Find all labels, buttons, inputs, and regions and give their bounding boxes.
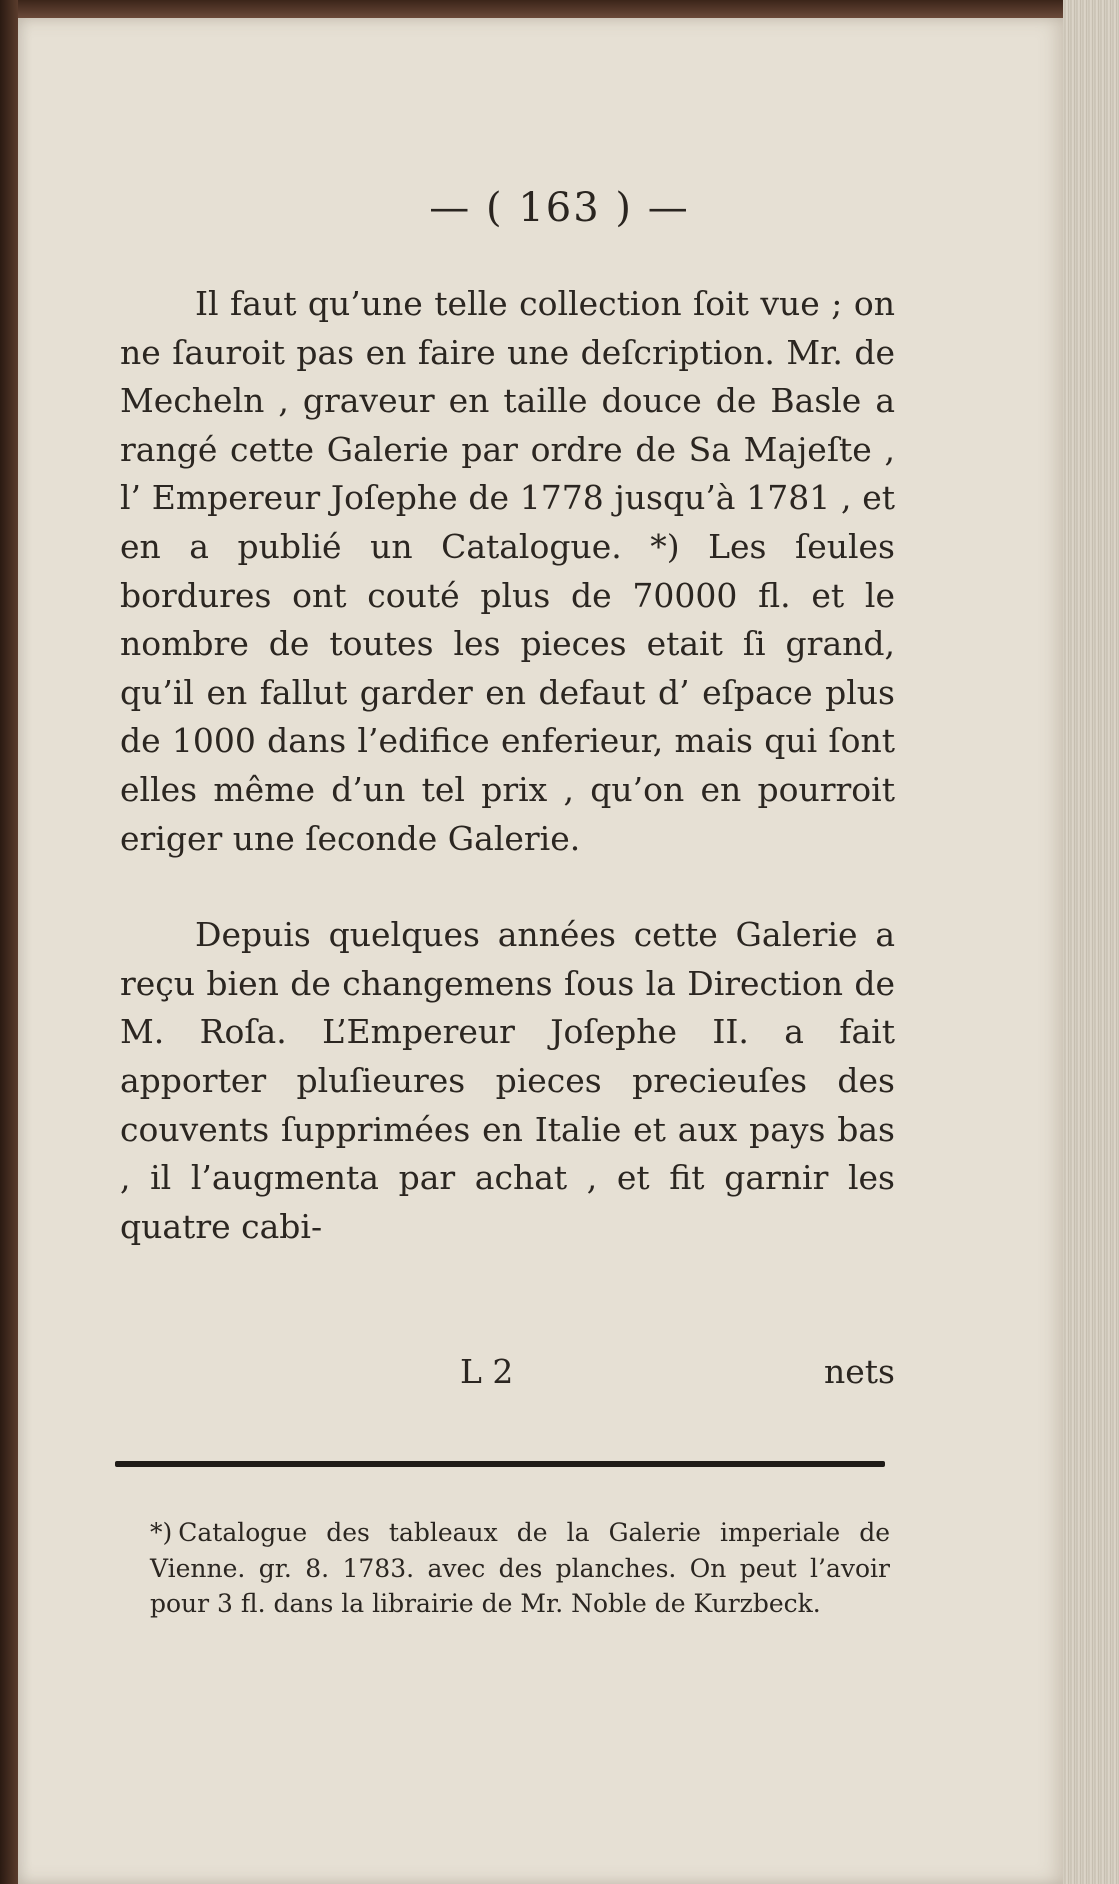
- footnote-rule: [115, 1461, 885, 1467]
- main-text: [120, 280, 895, 1251]
- catchword: nets: [824, 1352, 895, 1391]
- page-header: — ( 163 ) —: [429, 185, 690, 231]
- page-fore-edge: [1063, 0, 1119, 1884]
- book-top-edge: [0, 0, 1119, 18]
- footnote-marker: *): [150, 1518, 173, 1547]
- paragraph-2: Depuis quelques années cette Galerie a reçu bien de changemens ſous la Direction de M. Roſa. L’Empereur Joſephe II. a fait apporter pluſieures pieces precieuſes des couvents ſupprimées en Italie et aux pays bas , il l’augmenta par achat , et fit garnir les quatre cabi-: [120, 915, 895, 1246]
- signature-mark: L 2: [460, 1352, 514, 1391]
- book-spine-edge: [0, 0, 18, 1884]
- footnote-text: Catalogue des tableaux de la Galerie imperiale de Vienne. gr. 8. 1783. avec des planches. On peut l’avoir pour 3 fl. dans la librairie de Mr. Noble de Kurzbeck.: [150, 1518, 890, 1618]
- footnote: [150, 1515, 890, 1622]
- signature-line: [120, 1348, 895, 1396]
- paragraph-1: Il faut qu’une telle collection ſoit vue ; on ne ſauroit pas en faire une deſcription. Mr. de Mecheln , graveur en taille douce de Basle a rangé cette Galerie par ordre de Sa Majeſte , l’ Empereur Joſephe de 1778 jusqu’à 1781 , et en a publié un Catalogue. *) Les ſeules bordures ont couté plus de 70000 fl. et le nombre de toutes les pieces etait ſi grand, qu’il en fallut garder en defaut d’ eſpace plus de 1000 dans l’edifice enferieur, mais qui ſont elles même d’un tel prix , qu’on en pourroit eriger une ſeconde Galerie.: [120, 284, 895, 858]
